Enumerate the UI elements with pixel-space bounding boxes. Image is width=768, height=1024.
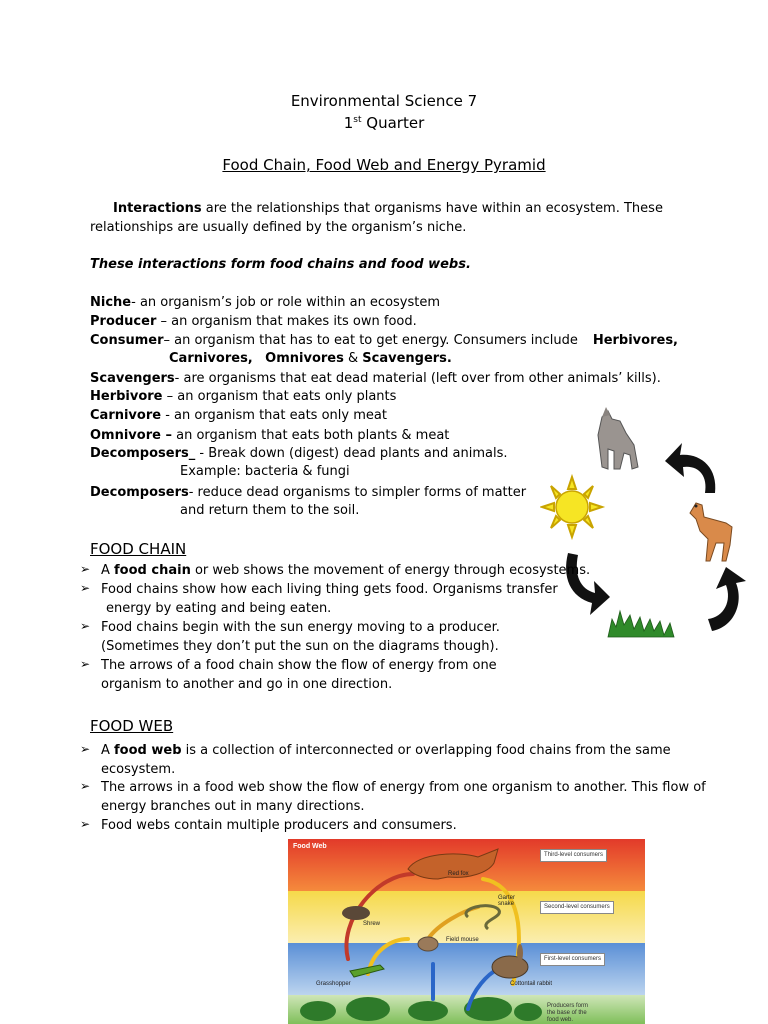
bullet-icon: ➢ [80, 562, 91, 576]
fw-bullet-1 [101, 741, 671, 760]
fw-bullet-2-line-1: The arrows in a food web show the flow of energy from one organism to another. This flow of [101, 780, 706, 795]
consumer-amp: & [343, 351, 363, 366]
intro-emphasis: These interactions form food chains and food webs. [90, 257, 471, 272]
label-shrew: Shrew [363, 921, 381, 927]
label-field-mouse: Field mouse [446, 937, 479, 943]
fw-b1-post: is a collection of interconnected or overlapping food chains from the same [181, 743, 671, 758]
label-garter-snake [498, 895, 515, 907]
omnivore-def: an organism that eats both plants & meat [171, 428, 450, 443]
producers-line-3: food web. [547, 1017, 574, 1023]
fc-bullet-2-line-2: energy by eating and being eaten. [106, 601, 332, 616]
herbivore-term: Herbivore [90, 389, 163, 404]
decomposers-term-1: Decomposers_ [90, 446, 196, 461]
consumer-omnivores: Omnivores [265, 351, 344, 366]
herbivore-def: – an organism that eats only plants [162, 389, 397, 404]
legend-second-level: Second-level consumers [540, 901, 614, 914]
fc-b1-post: or web shows the movement of energy through ecosystems. [190, 563, 591, 578]
intro-text-2: relationships are usually defined by the organism’s niche. [90, 220, 467, 235]
fw-b1-pre: A [101, 743, 115, 758]
legend-first-level: First-level consumers [540, 953, 605, 966]
food-web-heading: FOOD WEB [90, 717, 174, 735]
fc-bullet-4-line-1: The arrows of a food chain show the flow of energy from one [101, 658, 497, 673]
label-grasshopper: Grasshopper [316, 981, 351, 987]
arrow-top-icon [665, 443, 715, 493]
food-web-figure [288, 839, 645, 1024]
def-consumer [90, 331, 678, 350]
producer-def: – an organism that makes its own food. [156, 314, 417, 329]
fc-bullet-1 [101, 561, 590, 580]
bullet-icon: ➢ [80, 657, 91, 671]
consumer-herbivores: Herbivores, [592, 333, 678, 348]
carnivore-def: - an organism that eats only meat [161, 408, 387, 423]
label-cottontail-rabbit: Cottontail rabbit [510, 981, 553, 987]
scavengers-term: Scavengers [90, 371, 175, 386]
def-carnivore [90, 406, 387, 425]
decomposers-def-2: - reduce dead organisms to simpler forms of matter [188, 485, 527, 500]
fw-bullet-1-line-2: ecosystem. [101, 762, 176, 777]
producer-term: Producer [90, 314, 157, 329]
grass-icon [608, 611, 674, 637]
garter-line-1: Garter [498, 895, 516, 901]
def-niche [90, 293, 440, 312]
consumer-scavengers: Scavengers. [362, 351, 452, 366]
carnivore-term: Carnivore [90, 408, 162, 423]
niche-def: - an organism’s job or role within an ecosystem [131, 295, 441, 310]
def-scavengers [90, 369, 661, 388]
def-decomposers-1 [90, 444, 508, 463]
def-decomposers-2 [90, 483, 526, 502]
fc-bullet-3-line-1: Food chains begin with the sun energy moving to a producer. [101, 620, 500, 635]
bullet-icon: ➢ [80, 817, 91, 831]
interactions-term: Interactions [113, 201, 202, 216]
course-title: Environmental Science 7 [290, 92, 478, 110]
fw-bullet-3: Food webs contain multiple producers and consumers. [101, 818, 457, 833]
def-consumer-cont [169, 349, 452, 368]
bullet-icon: ➢ [80, 619, 91, 633]
quarter-word: Quarter [366, 114, 425, 132]
decomposers-term-2: Decomposers [90, 485, 189, 500]
scavengers-def: - are organisms that eat dead material (left over from other animals’ kills). [174, 371, 661, 386]
fc-bullet-3-line-2: (Sometimes they don’t put the sun on the diagrams though). [101, 639, 499, 654]
def-producer [90, 312, 417, 331]
fc-b1-pre: A [101, 563, 115, 578]
fw-b1-bold: food web [114, 743, 182, 758]
arrow-right-icon [708, 567, 746, 631]
food-web-background [288, 839, 645, 1024]
fc-bullet-4-line-2: organism to another and go in one direction. [101, 677, 393, 692]
garter-line-2: snake [498, 901, 515, 907]
producers-line-1: Producers form [547, 1003, 589, 1009]
niche-term: Niche [90, 295, 132, 310]
decomposers-cont: and return them to the soil. [180, 503, 360, 518]
topic-title: Food Chain, Food Web and Energy Pyramid [222, 156, 546, 174]
legend-third-level: Third-level consumers [540, 849, 607, 862]
legend-producers [544, 1001, 591, 1024]
quarter-title [0, 114, 768, 132]
omnivore-term: Omnivore – [90, 428, 172, 443]
label-red-fox: Red fox [448, 871, 469, 877]
quarter-number: 1 [343, 114, 354, 132]
def-herbivore [90, 387, 396, 406]
bullet-icon: ➢ [80, 779, 91, 793]
deer-icon [690, 503, 732, 561]
consumer-term: Consumer [90, 333, 164, 348]
intro-text-1: are the relationships that organisms have within an ecosystem. These [201, 201, 663, 216]
quarter-suffix: st [353, 115, 362, 125]
consumer-def: – an organism that has to eat to get energy. Consumers include [163, 333, 578, 348]
decomposers-def-1: - Break down (digest) dead plants and animals. [195, 446, 508, 461]
sun-icon [542, 477, 602, 537]
decomposers-example: Example: bacteria & fungi [180, 464, 350, 479]
intro-line-1 [113, 199, 663, 218]
fc-bullet-2-line-1: Food chains show how each living thing gets food. Organisms transfer [101, 582, 558, 597]
consumer-carnivores: Carnivores, [169, 351, 253, 366]
fw-figure-title: Food Web [293, 843, 327, 850]
bullet-icon: ➢ [80, 581, 91, 595]
wolf-icon [598, 407, 638, 469]
def-omnivore [90, 426, 449, 445]
bullet-icon: ➢ [80, 742, 91, 756]
producers-line-2: the base of the [547, 1010, 587, 1016]
fc-b1-bold: food chain [114, 563, 191, 578]
fw-bullet-2-line-2: energy branches out in many directions. [101, 799, 365, 814]
food-chain-heading: FOOD CHAIN [90, 540, 187, 558]
food-chain-cycle-image [540, 405, 750, 640]
